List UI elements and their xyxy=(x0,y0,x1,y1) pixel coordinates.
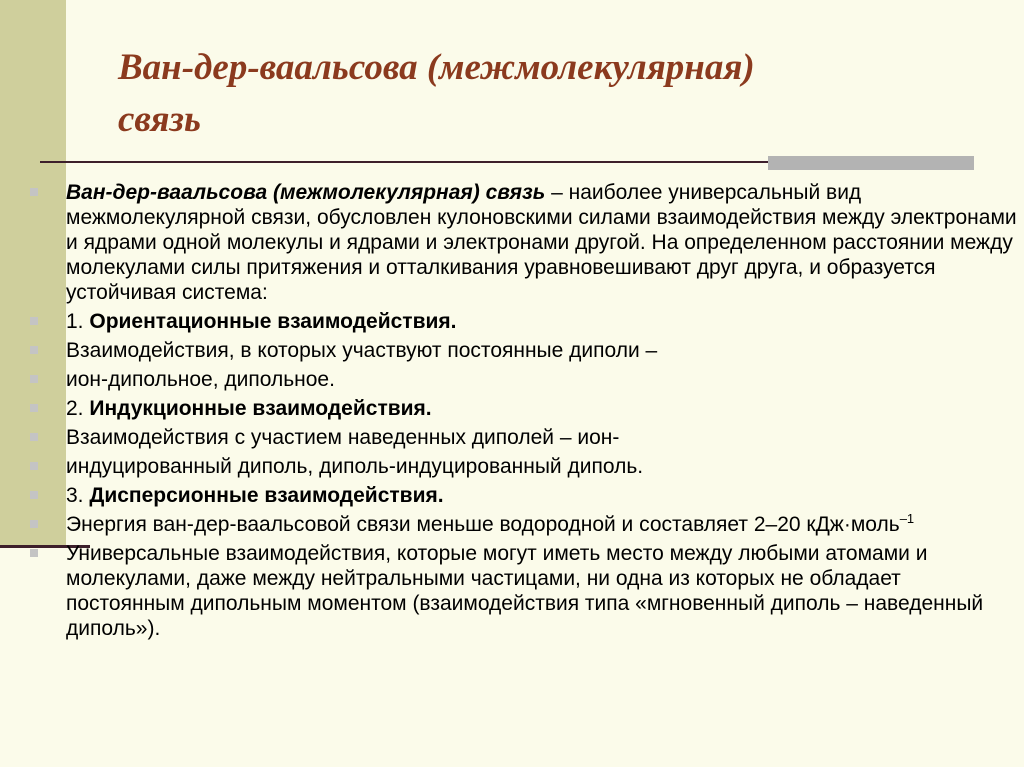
item-text: Универсальные взаимодействия, которые могут иметь место между любыми атомами и молекулами, даже между нейтральными частицами, ни одна из которых не обладает постоянным дипольным моментом (взаимодействия типа «мгновенный диполь – наведенный диполь»). xyxy=(66,542,984,640)
list-item-dispersion-heading xyxy=(30,483,1020,508)
item-number: 2. xyxy=(66,397,90,420)
bullet-square-icon xyxy=(30,433,38,441)
title-line-1: Ван-дер-ваальсова (межмолекулярная) xyxy=(118,47,755,88)
item-text: ион-дипольное, дипольное. xyxy=(66,368,335,391)
item-text: Энергия ван-дер-ваальсовой связи меньше водородной и составляет 2–20 кДж·моль xyxy=(66,513,900,536)
bullet-square-icon xyxy=(30,520,38,528)
item-number: 1. xyxy=(66,310,90,333)
list-item-definition xyxy=(30,180,1020,305)
list-item-universal xyxy=(30,541,1020,641)
bullet-square-icon xyxy=(30,404,38,412)
list-item-orientation-heading xyxy=(30,309,1020,334)
item-text: индуцированный диполь, диполь-индуцированный диполь. xyxy=(66,455,644,478)
item-heading: Индукционные взаимодействия. xyxy=(89,397,432,420)
list-item xyxy=(30,454,1020,479)
bullet-list xyxy=(30,180,1020,641)
list-item xyxy=(30,338,1020,363)
title-accent-bar xyxy=(768,156,974,170)
bullet-square-icon xyxy=(30,491,38,499)
bullet-square-icon xyxy=(30,188,38,196)
definition-text: – наиболее универсальный вид межмолекулярной связи, обусловлен кулоновскими силами взаимодействия между электронами и ядрами одной молекулы и ядрами и электронами другой. На определенном расстоянии между молекулами силы притяжения и отталкивания уравновешивают друг друга, и образуется устойчивая система: xyxy=(66,181,1017,304)
bullet-square-icon xyxy=(30,549,38,557)
bullet-square-icon xyxy=(30,462,38,470)
list-item-induction-heading xyxy=(30,396,1020,421)
item-text: Взаимодействия с участием наведенных диполей – ион- xyxy=(66,426,620,449)
bullet-square-icon xyxy=(30,375,38,383)
definition-term: Ван-дер-ваальсова (межмолекулярная) связь xyxy=(66,181,546,204)
item-number: 3. xyxy=(66,484,90,507)
item-text: Взаимодействия, в которых участвуют постоянные диполи – xyxy=(66,339,658,362)
item-heading: Дисперсионные взаимодействия. xyxy=(89,484,444,507)
slide-title xyxy=(118,42,978,146)
bullet-square-icon xyxy=(30,317,38,325)
item-heading: Ориентационные взаимодействия. xyxy=(89,310,457,333)
list-item xyxy=(30,367,1020,392)
title-line-2: связь xyxy=(118,99,201,140)
list-item-energy xyxy=(30,512,1020,537)
unit-exponent: –1 xyxy=(899,511,915,526)
bullet-square-icon xyxy=(30,346,38,354)
list-item xyxy=(30,425,1020,450)
